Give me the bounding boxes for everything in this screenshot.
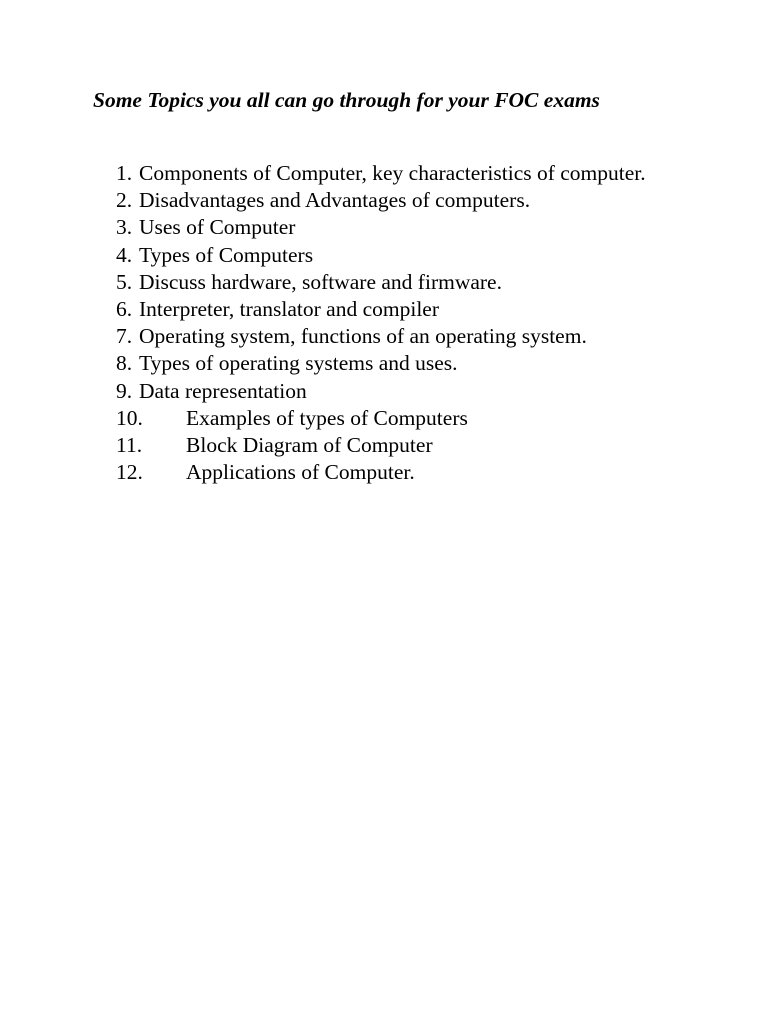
list-item: [116, 187, 676, 214]
topics-list: [116, 160, 676, 486]
list-item-text: Disadvantages and Advantages of computers.: [139, 188, 531, 213]
list-item: [116, 378, 676, 405]
list-item-text: Uses of Computer: [139, 215, 296, 240]
list-item-text: Data representation: [139, 378, 307, 403]
list-item-number: 2.: [116, 188, 133, 213]
list-item: [116, 350, 676, 377]
list-item-number: 12.: [116, 460, 143, 485]
list-item-text: Types of Computers: [139, 242, 314, 267]
list-item-text: Interpreter, translator and compiler: [139, 297, 440, 322]
document-title: Some Topics you all can go through for your FOC exams: [93, 88, 600, 112]
list-item-number: 8.: [116, 351, 133, 376]
list-item: [116, 269, 676, 296]
list-item: [116, 405, 676, 432]
list-item: [116, 323, 676, 350]
list-item-number: 9.: [116, 378, 133, 403]
list-item-number: 1.: [116, 161, 133, 185]
list-item: [116, 242, 676, 269]
list-item-number: 5.: [116, 269, 133, 294]
list-item-number: 10.: [116, 405, 143, 430]
list-item-text: Types of operating systems and uses.: [139, 351, 458, 376]
list-item-text: Examples of types of Computers: [186, 405, 468, 430]
list-item-number: 7.: [116, 324, 133, 349]
list-item-text: Applications of Computer.: [186, 460, 415, 485]
list-item-text: Components of Computer, key characteristics of computer.: [139, 161, 646, 185]
list-item-number: 4.: [116, 242, 133, 267]
list-item-number: 3.: [116, 215, 133, 240]
list-item: [116, 432, 676, 459]
list-item-number: 6.: [116, 297, 133, 322]
list-item: [116, 296, 676, 323]
list-item-text: Discuss hardware, software and firmware.: [139, 269, 502, 294]
list-item-text: Operating system, functions of an operating system.: [139, 324, 587, 349]
list-item: [116, 214, 676, 241]
list-item: [116, 160, 676, 187]
list-item-text: Block Diagram of Computer: [186, 433, 433, 458]
list-item: [116, 459, 676, 486]
list-item-number: 11.: [116, 433, 143, 458]
